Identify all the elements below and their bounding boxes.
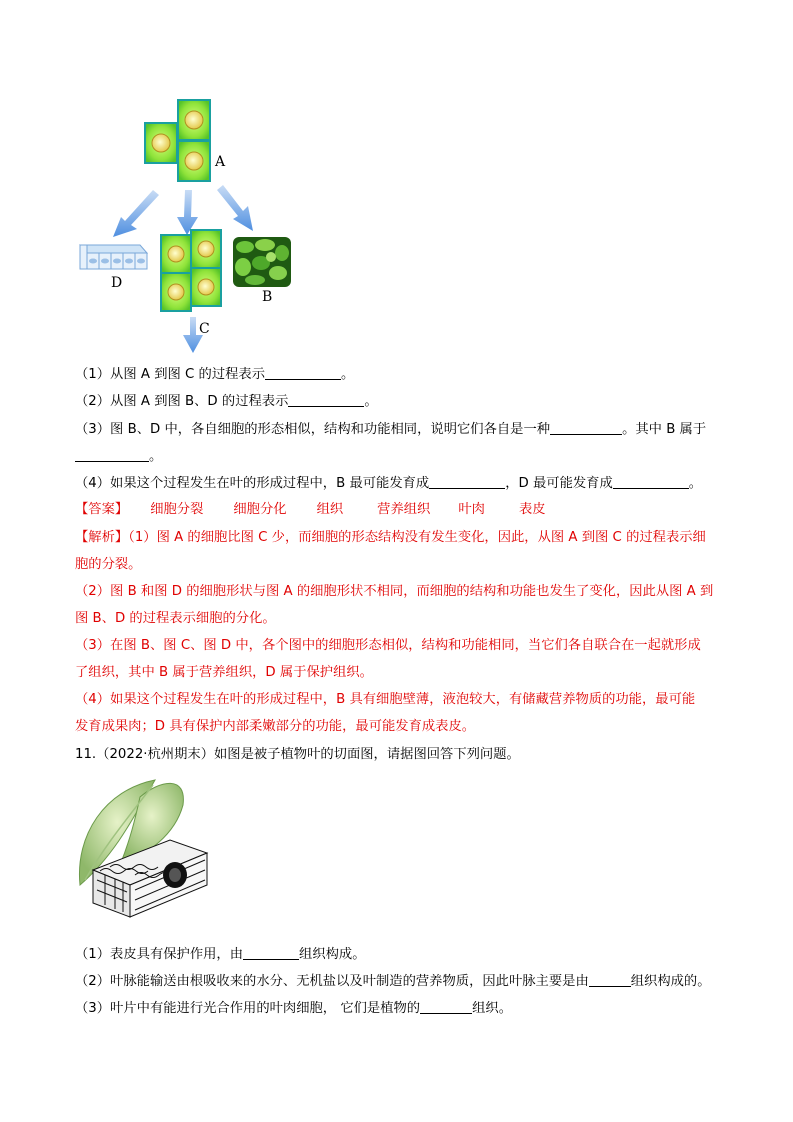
label-b: B (262, 289, 273, 305)
analysis-line: 【解析】（1）图 A 的细胞比图 C 少，而细胞的形态结构没有发生变化，因此，从图 A 到图 C 的过程表示细 (75, 530, 706, 545)
answer-blank[interactable] (265, 365, 341, 380)
question-11-title: 11.（2022·杭州期末）如图是被子植物叶的切面图，请据图回答下列问题。 (75, 747, 520, 762)
leaf-section-diagram (75, 775, 210, 920)
tissue-d (80, 245, 147, 269)
question-11-2: （2）叶脉能输送由根吸收来的水分、无机盐以及叶制造的营养物质，因此叶脉主要是由 组织构成的。 (75, 974, 711, 989)
cell-group-a (145, 100, 210, 181)
answer-tag: 【答案】 (75, 502, 129, 517)
answer-blank[interactable] (420, 999, 472, 1014)
answer-blank[interactable] (75, 447, 149, 462)
answer-blank[interactable] (243, 945, 299, 960)
question-3: （3）图 B、D 中，各自细胞的形态相似，结构和功能相同，说明它们各自是一种 。其中 B 属于 (75, 422, 707, 437)
question-11-1: （1）表皮具有保护作用，由 组织构成。 (75, 947, 366, 962)
analysis-line: 图 B、D 的过程表示细胞的分化。 (75, 611, 276, 626)
label-a: A (215, 154, 226, 170)
analysis-line: 胞的分裂。 (75, 557, 142, 572)
question-3-cont: 。 (75, 447, 162, 467)
analysis-line: 了组织，其中 B 属于营养组织，D 属于保护组织。 (75, 665, 373, 680)
analysis-line: （2）图 B 和图 D 的细胞形状与图 A 的细胞形状不相同，而细胞的结构和功能也发生了变化，因此从图 A 到 (75, 584, 714, 599)
question-4: （4）如果这个过程发生在叶的形成过程中，B 最可能发育成 ，D 最可能发育成 。 (75, 476, 703, 491)
analysis-line: 发育成果肉；D 具有保护内部柔嫩部分的功能，最可能发育成表皮。 (75, 719, 476, 734)
analysis-line: （3）在图 B、图 C、图 D 中，各个图中的细胞形态相似，结构和功能相同，当它们各自联合在一起就形成 (75, 638, 701, 653)
question-1: （1）从图 A 到图 C 的过程表示 。 (75, 367, 355, 382)
label-d: D (111, 275, 123, 291)
answer-blank[interactable] (613, 474, 689, 489)
answer-line: 【答案】 细胞分裂 细胞分化 组织 营养组织 叶肉 表皮 (75, 500, 546, 520)
answer-blank[interactable] (589, 972, 631, 987)
tissue-b (233, 237, 291, 287)
answer-blank[interactable] (288, 392, 364, 407)
cell-diagram (75, 95, 305, 360)
analysis-line: （4）如果这个过程发生在叶的形成过程中，B 具有细胞壁薄，液泡较大，有储藏营养物质的功能，最可能 (75, 692, 696, 707)
answer-blank[interactable] (550, 420, 622, 435)
analysis-tag: 【解析】 (75, 530, 129, 545)
label-c: C (199, 321, 210, 337)
question-11-3: （3）叶片中有能进行光合作用的叶肉细胞， 它们是植物的 组织。 (75, 1001, 512, 1016)
answer-blank[interactable] (429, 474, 505, 489)
cell-group-c (161, 230, 221, 311)
question-2: （2）从图 A 到图 B、D 的过程表示 。 (75, 394, 378, 409)
